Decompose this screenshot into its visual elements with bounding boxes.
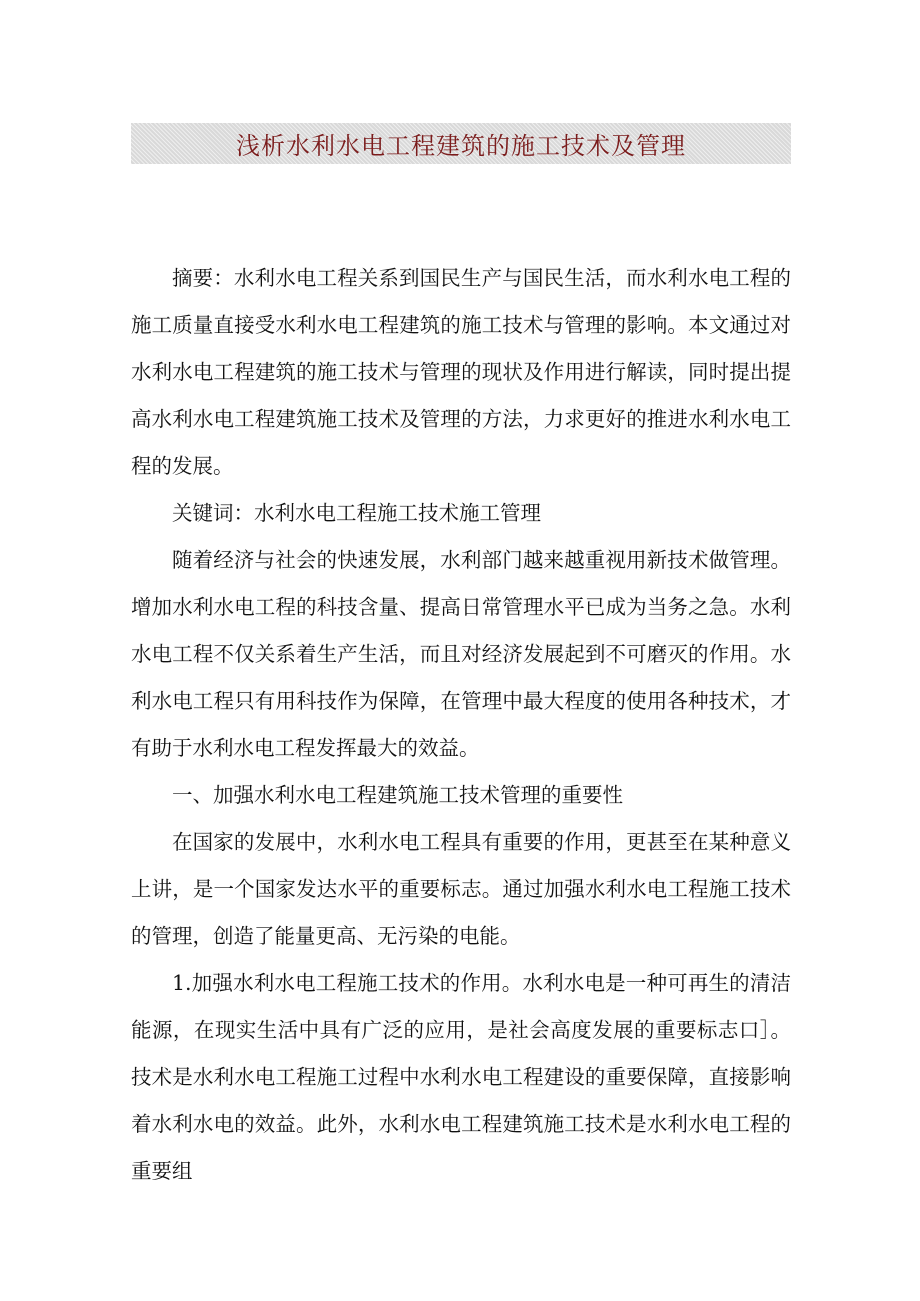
document-title: 浅析水利水电工程建筑的施工技术及管理 [236, 132, 686, 160]
section-heading-1: 一、加强水利水电工程建筑施工技术管理的重要性 [172, 783, 623, 807]
section-1-paragraph: 在国家的发展中，水利水电工程具有重要的作用，更甚至在某种意义上讲，是一个国家发达水平的重要标志。通过加强水利水电工程施工技术的管理，创造了能量更高、无污染的电能。 [131, 830, 791, 948]
subsection-1-paragraph: 1.加强水利水电工程施工技术的作用。水利水电是一种可再生的清洁能源，在现实生活中具有广泛的应用，是社会高度发展的重要标志口］。技术是水利水电工程施工过程中水利水电工程建设的重要保障，直接影响着水利水电的效益。此外，水利水电工程建筑施工技术是水利水电工程的重要组 [131, 971, 791, 1183]
document-body [131, 255, 791, 1195]
keywords-paragraph: 关键词：水利水电工程施工技术施工管理 [172, 501, 541, 525]
abstract-paragraph: 摘要：水利水电工程关系到国民生产与国民生活，而水利水电工程的施工质量直接受水利水电工程建筑的施工技术与管理的影响。本文通过对水利水电工程建筑的施工技术与管理的现状及作用进行解读，同时提出提高水利水电工程建筑施工技术及管理的方法，力求更好的推进水利水电工程的发展。 [131, 266, 791, 478]
title-banner [131, 123, 791, 164]
intro-paragraph: 随着经济与社会的快速发展，水利部门越来越重视用新技术做管理。增加水利水电工程的科技含量、提高日常管理水平已成为当务之急。水利水电工程不仅关系着生产生活，而且对经济发展起到不可磨灭的作用。水利水电工程只有用科技作为保障，在管理中最大程度的使用各种技术，才有助于水利水电工程发挥最大的效益。 [131, 548, 791, 760]
